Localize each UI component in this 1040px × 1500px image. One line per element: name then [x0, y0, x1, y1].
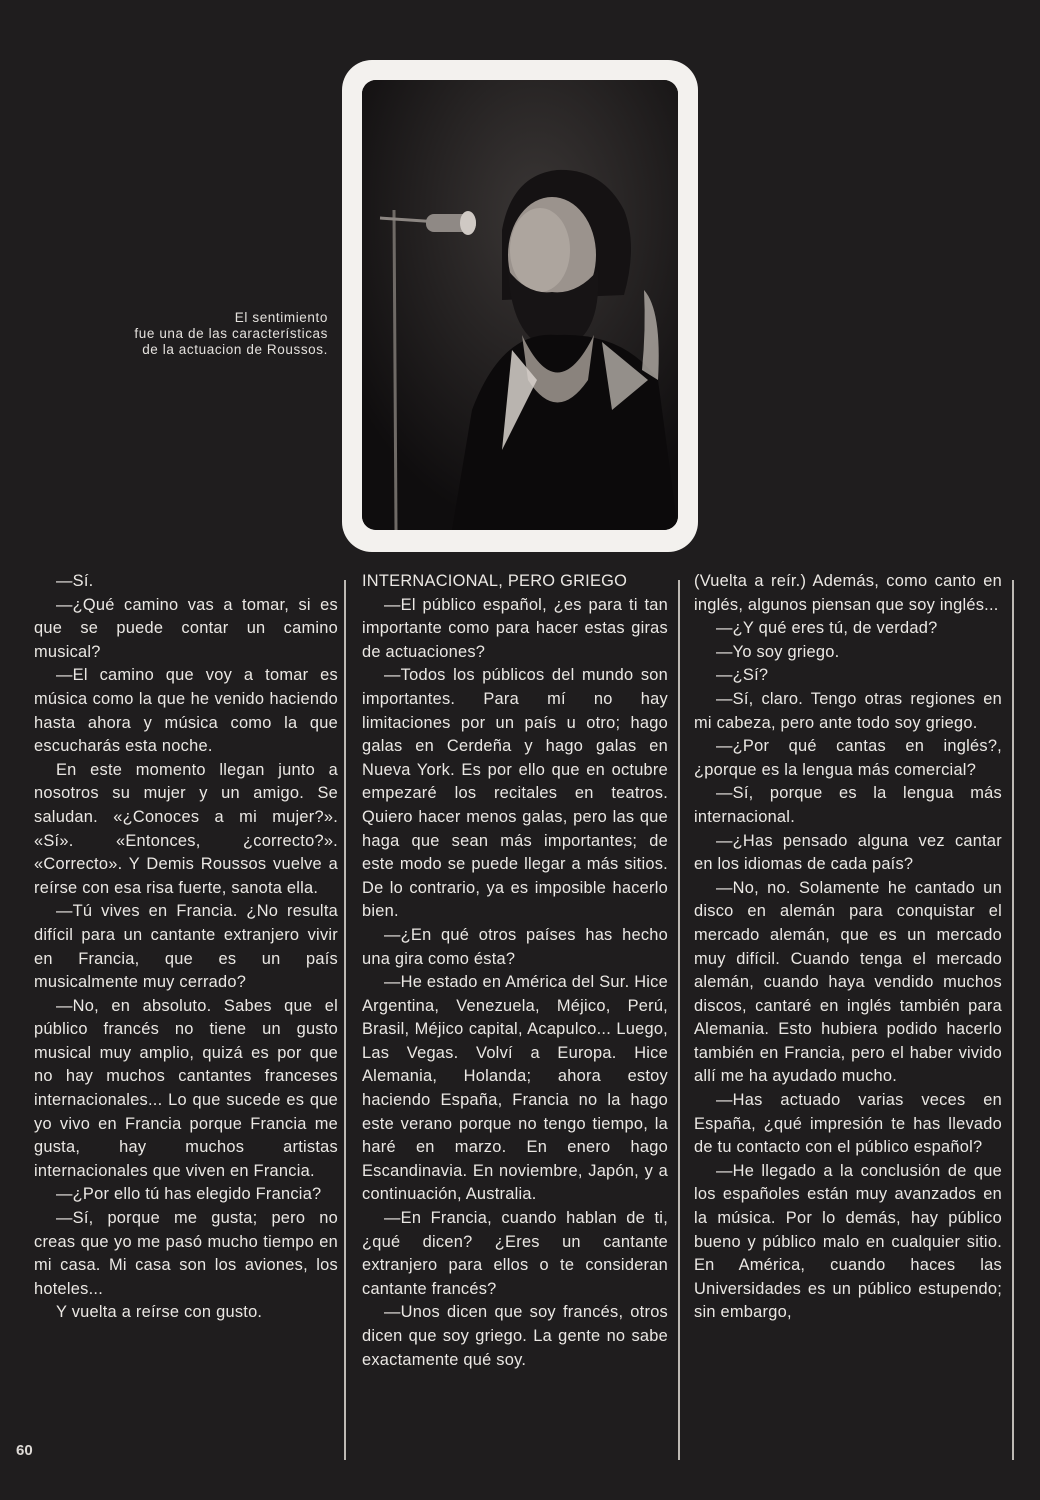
paragraph: —¿Por qué cantas en inglés?, ¿porque es la lengua más comercial? — [694, 737, 1002, 779]
paragraph: —Sí, porque es la lengua más internacional. — [694, 784, 1002, 826]
paragraph: —¿Por ello tú has elegido Francia? — [56, 1185, 322, 1204]
paragraph: —¿Qué camino vas a tomar, si es que se puede contar un camino musical? — [34, 595, 338, 661]
singer-photo — [362, 80, 678, 530]
article-column-1 — [34, 570, 338, 1460]
paragraph: —He estado en América del Sur. Hice Argentina, Venezuela, Méjico, Perú, Brasil, Méjico capital, Acapulco... Luego, Las Vegas. Volví a Europa. Hice Alemania, Holanda; ahora estoy haciendo España, Francia no la hago este verano porque no tengo tiempo, la haré en marzo. En enero hago Escandinavia. En noviembre, Japón, y a continuación, Australia. — [362, 973, 668, 1204]
paragraph: —¿Has pensado alguna vez cantar en los idiomas de cada país? — [694, 831, 1002, 874]
paragraph: —Sí, claro. Tengo otras regiones en mi cabeza, pero ante todo soy griego. — [694, 689, 1002, 732]
photo-frame — [342, 60, 698, 552]
article-column-2 — [362, 570, 668, 1460]
paragraph: —Sí, porque me gusta; pero no creas que yo me pasó mucho tiempo en mi casa. Mi casa son los aviones, los hoteles... — [34, 1209, 338, 1298]
paragraph: —El camino que voy a tomar es música como la que he venido haciendo hasta ahora y música como la que escucharás esta noche. — [34, 666, 338, 756]
photo-caption: El sentimiento fue una de las características de la actuacion de Roussos. — [134, 310, 328, 357]
section-heading: INTERNACIONAL, PERO GRIEGO — [362, 572, 628, 590]
article-column-3 — [694, 570, 1002, 1460]
paragraph: —Has actuado varias veces en España, ¿qué impresión te has llevado de tu contacto con el público español? — [694, 1091, 1002, 1157]
paragraph: En este momento llegan junto a nosotros su mujer y un amigo. Se saludan. «¿Conoces a mi mujer?». «Sí». «Entonces, ¿correcto?». «Correcto». Y Demis Roussos vuelve a reírse con esa risa fuerte, sanota ella. — [34, 760, 338, 897]
paragraph: —¿Sí? — [716, 666, 769, 685]
page-number: 60 — [16, 1442, 33, 1459]
paragraph: —No, no. Solamente he cantado un disco en alemán para conquistar el mercado alemán, que es un mercado muy difícil. Cuando tenga el mercado alemán, cuando haya vendido muchos discos, cantaré en inglés también para Alemania. Esto hubiera podido hacerlo también en Francia, pero el haber vivido allí me ha ayudado mucho. — [694, 878, 1002, 1086]
paragraph: —Yo soy griego. — [716, 642, 840, 661]
paragraph: —¿En qué otros países has hecho una gira como ésta? — [362, 925, 668, 968]
paragraph: —Tú vives en Francia. ¿No resulta difícil para un cantante extranjero vivir en Francia, que es un país musicalmente muy cerrado? — [34, 902, 338, 992]
paragraph: —En Francia, cuando hablan de ti, ¿qué dicen? ¿Eres un cantante extranjero para ellos o te consideran cantante francés? — [362, 1209, 668, 1298]
paragraph: —El público español, ¿es para ti tan importante como para hacer estas giras de actuaciones? — [362, 595, 668, 661]
paragraph: —Sí. — [56, 572, 94, 590]
paragraph: —Todos los públicos del mundo son importantes. Para mí no hay limitaciones por un país u otro; hago galas en Cerdeña y hago galas en Nueva York. Es por ello que en octubre empezaré los recitales en teatros. Quiero hacer menos galas, pero las que haga que sean más importantes; de este modo se puede llegar a más sitios. De lo contrario, ya es imposible hacerlo bien. — [362, 666, 668, 921]
paragraph: —No, en absoluto. Sabes que el público francés no tiene un gusto musical muy amplio, quizá es por que no hay muchos cantantes franceses internacionales... Lo que sucede es que yo vivo en Francia porque Francia me gusta, hay muchos artistas internacionales que viven en Francia. — [34, 996, 338, 1180]
paragraph: Y vuelta a reírse con gusto. — [56, 1303, 263, 1322]
paragraph: —He llegado a la conclusión de que los españoles están muy avanzados en la música. Por lo demás, hay público bueno y público malo en cualquier sitio. En América, cuando haces las Universidades es un público estupendo; sin embargo, — [694, 1161, 1002, 1322]
paragraph: —¿Y qué eres tú, de verdad? — [716, 619, 938, 638]
paragraph: —Unos dicen que soy francés, otros dicen que soy griego. La gente no sabe exactamente qué soy. — [362, 1303, 668, 1369]
article-columns — [34, 570, 1022, 1460]
paragraph: (Vuelta a reír.) Además, como canto en inglés, algunos piensan que soy inglés... — [694, 572, 1002, 614]
